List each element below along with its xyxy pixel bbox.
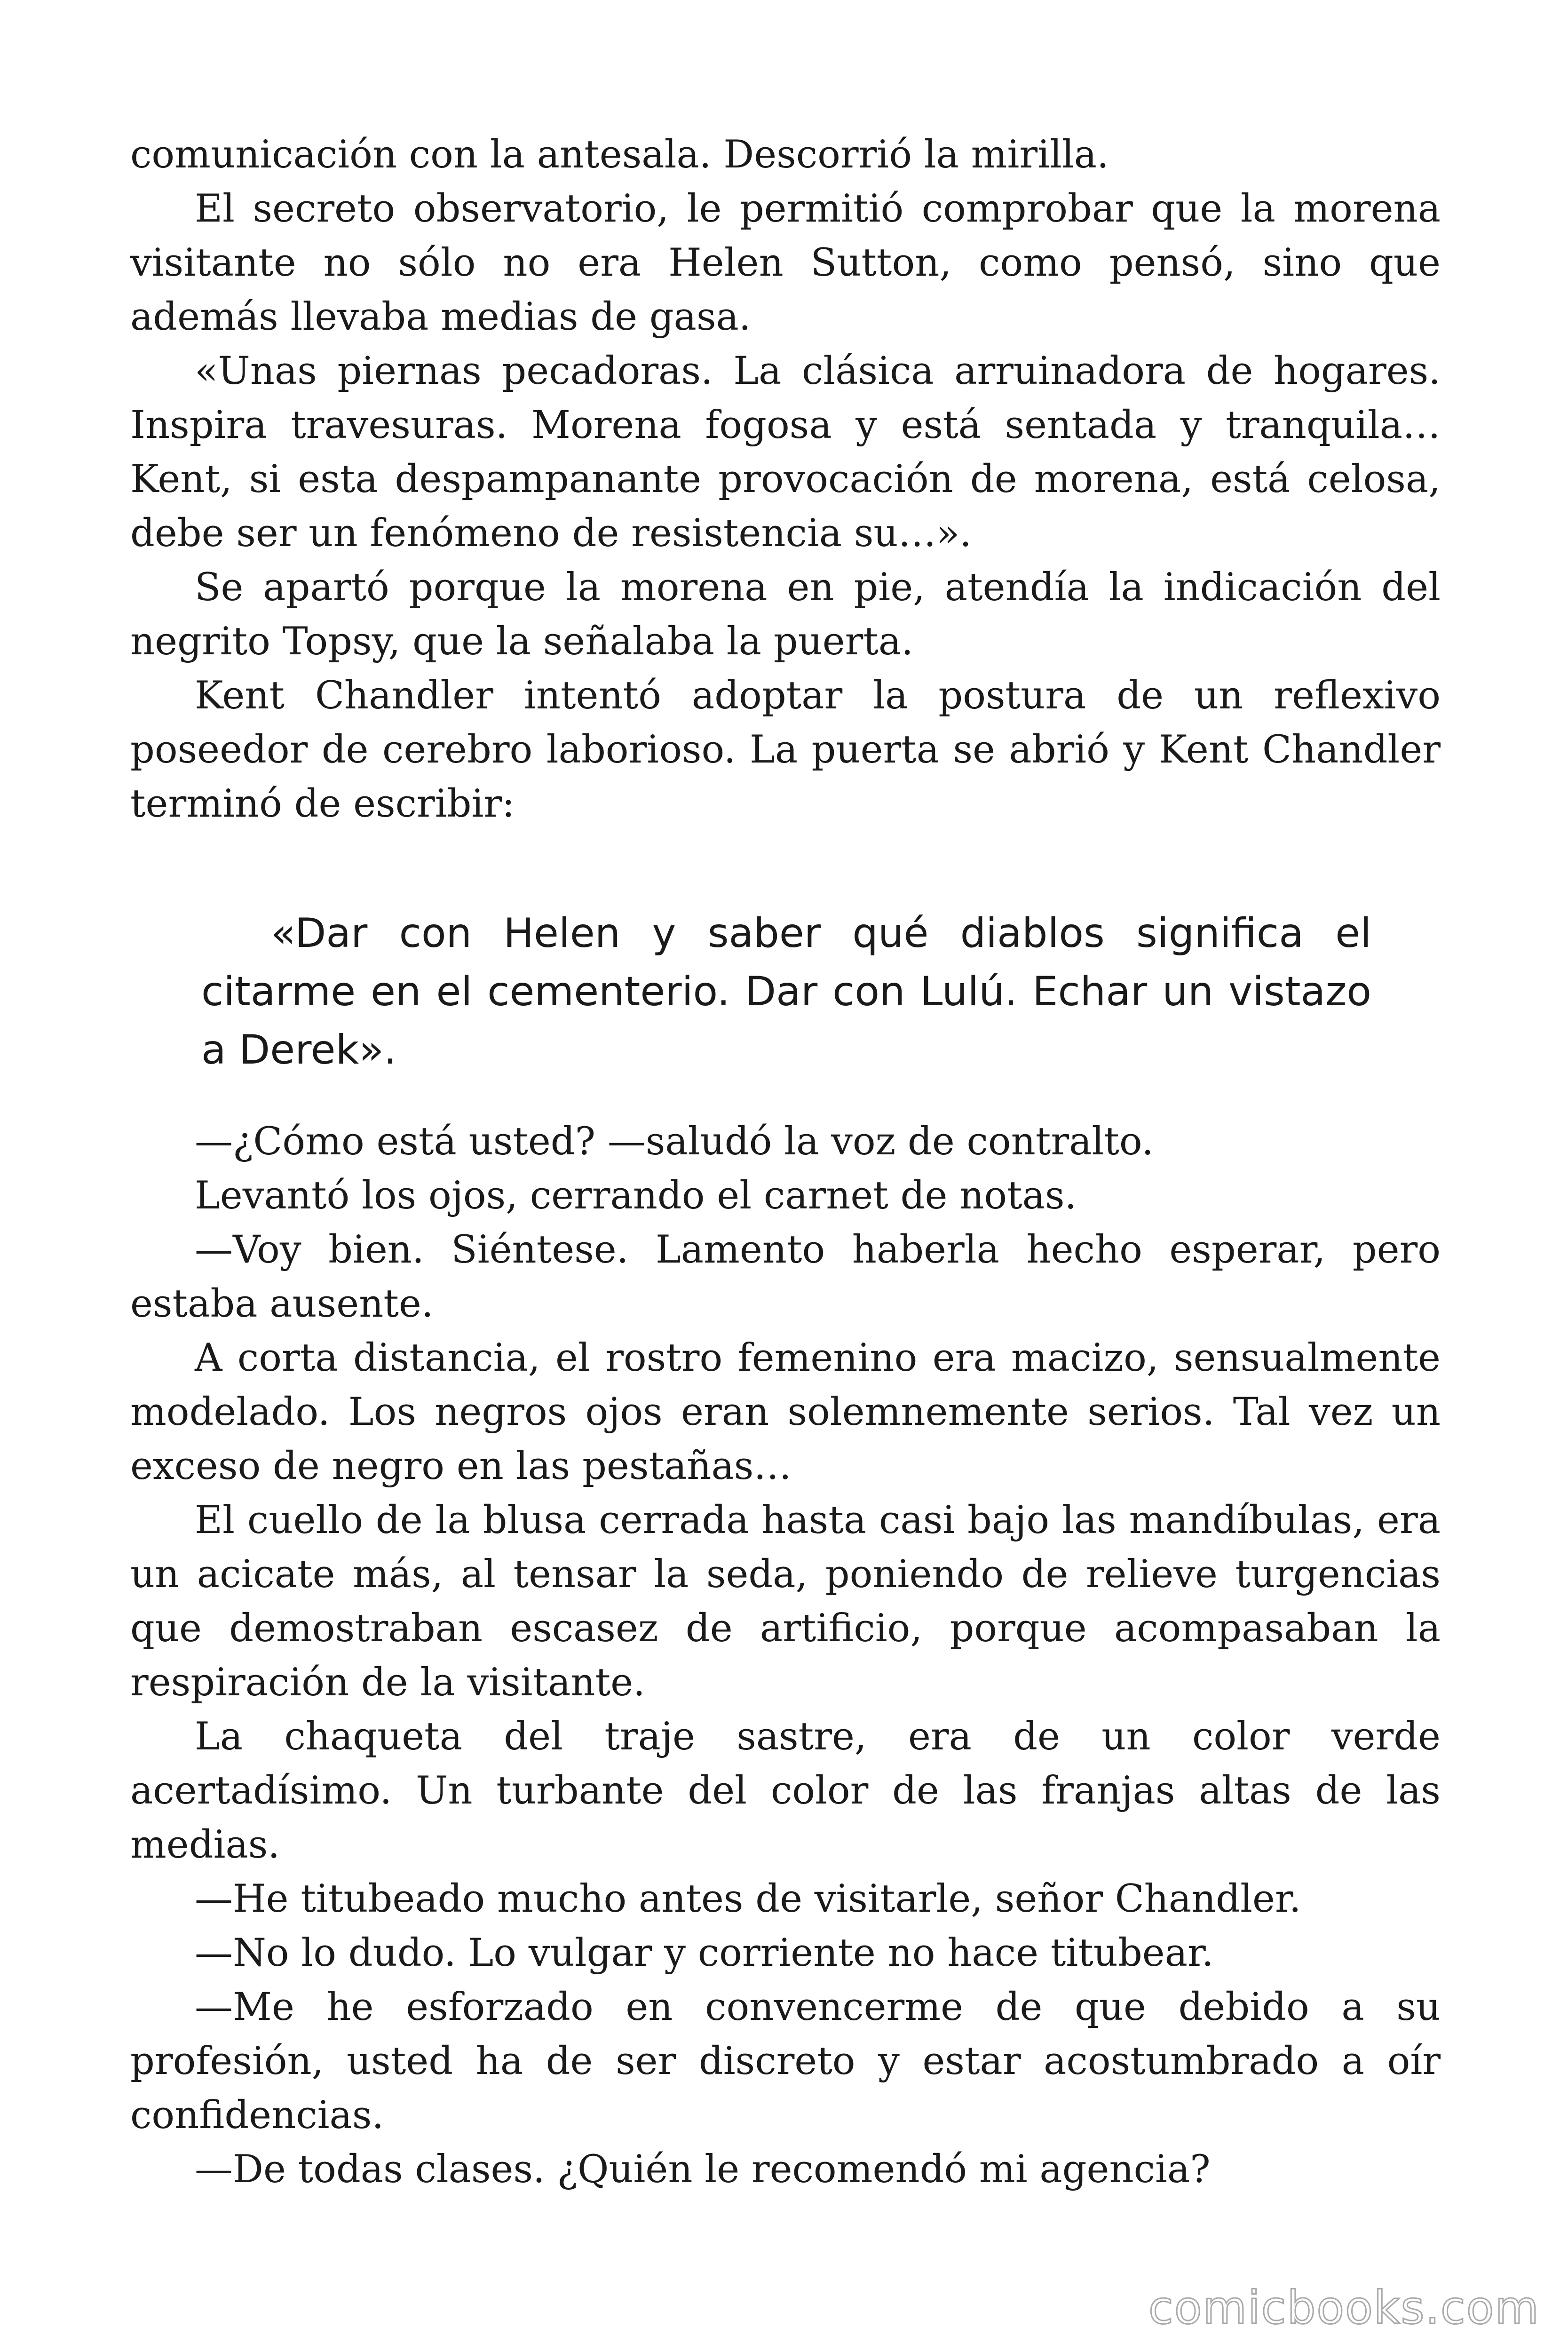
paragraph: Kent Chandler intentó adoptar la postura de un reflexivo poseedor de cerebro laborioso. La puerta se abrió y Kent Chandler terminó de escribir: xyxy=(130,674,1441,826)
paragraph: —Voy bien. Siéntese. Lamento haberla hecho esperar, pero estaba ausente. xyxy=(130,1228,1441,1326)
quoted-note xyxy=(201,904,1371,1079)
paragraph: «Unas piernas pecadoras. La clásica arruinadora de hogares. Inspira travesuras. Morena fogosa y está sentada y tranquila… Kent, si esta despampanante provocación de morena, está celosa, debe ser un fenómeno de resistencia su…». xyxy=(130,349,1441,556)
paragraph: La chaqueta del traje sastre, era de un color verde acertadísimo. Un turbante del color de las franjas altas de las medias. xyxy=(130,1715,1441,1867)
paragraph: —De todas clases. ¿Quién le recomendó mi agencia? xyxy=(195,2147,1211,2192)
quote-text: «Dar con Helen y saber qué diablos significa el citarme en el cementerio. Dar con Lulú. Echar un vistazo a Derek». xyxy=(201,910,1371,1073)
paragraph: —He titubeado mucho antes de visitarle, señor Chandler. xyxy=(195,1877,1301,1921)
paragraph: —¿Cómo está usted? —saludó la voz de contralto. xyxy=(195,1120,1154,1164)
paragraph: A corta distancia, el rostro femenino era macizo, sensualmente modelado. Los negros ojos eran solemnemente serios. Tal vez un exceso de negro en las pestañas… xyxy=(130,1336,1441,1488)
paragraph: comunicación con la antesala. Descorrió la mirilla. xyxy=(130,133,1109,177)
paragraph: Levantó los ojos, cerrando el carnet de notas. xyxy=(195,1174,1077,1218)
paragraph: —Me he esforzado en convencerme de que debido a su profesión, usted ha de ser discreto y estar acostumbrado a oír confidencias. xyxy=(130,1985,1441,2137)
top-text-block xyxy=(130,128,1441,831)
paragraph: —No lo dudo. Lo vulgar y corriente no hace titubear. xyxy=(195,1931,1214,1975)
paragraph: Se apartó porque la morena en pie, atendía la indicación del negrito Topsy, que la señalaba la puerta. xyxy=(130,565,1441,664)
watermark: comicbooks.com xyxy=(1148,2281,1540,2334)
paragraph: El secreto observatorio, le permitió comprobar que la morena visitante no sólo no era Helen Sutton, como pensó, sino que además llevaba medias de gasa. xyxy=(130,187,1441,339)
paragraph: El cuello de la blusa cerrada hasta casi bajo las mandíbulas, era un acicate más, al tensar la seda, poniendo de relieve turgencias que demostraban escasez de artificio, porque acompasaban la respiración de la visitante. xyxy=(130,1498,1441,1705)
bottom-text-block xyxy=(130,1115,1441,2197)
